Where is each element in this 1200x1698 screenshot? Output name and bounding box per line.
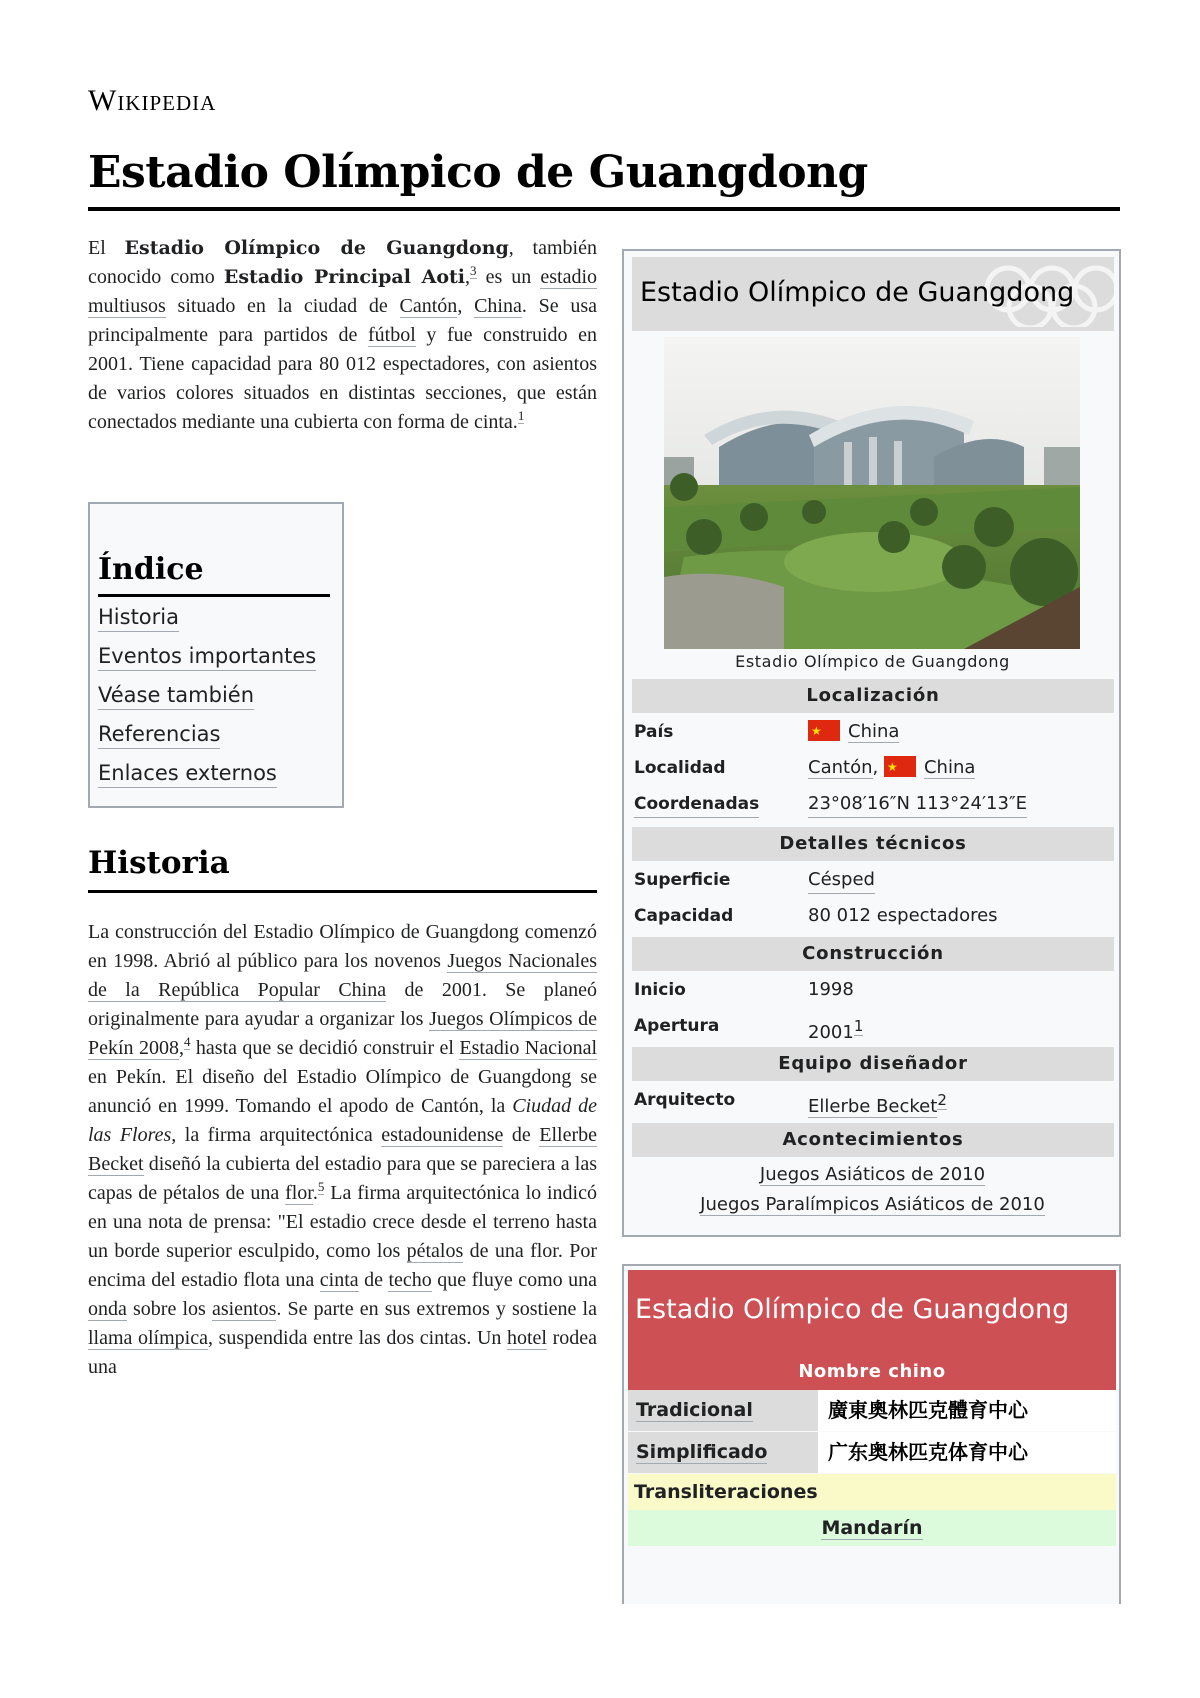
chinese-infobox-title: Estadio Olímpico de Guangdong	[635, 1294, 1070, 1325]
value-simplificado: 广东奥林匹克体育中心	[828, 1440, 1028, 1464]
label-apertura: Apertura	[634, 1016, 720, 1036]
reference-link[interactable]: 4	[183, 1034, 191, 1050]
section-localizacion: Localización	[632, 679, 1114, 713]
link-juegos-olimpicos-pekin[interactable]: Juegos Olímpicos de Pekín 2008	[88, 1008, 597, 1059]
wikipedia-wordmark[interactable]: Wikipedia	[88, 84, 217, 117]
historia-section	[88, 918, 597, 1382]
value-coordenadas[interactable]: 23°08′16″N 113°24′13″E	[808, 791, 1027, 818]
link-juegos-paralimpicos-2010[interactable]: Juegos Paralímpicos Asiáticos de 2010	[700, 1194, 1045, 1215]
chinese-name-infobox	[622, 1264, 1121, 1604]
historia-paragraph: La construcción del Estadio Olímpico de Guangdong comenzó en 1998. Abrió al público para los novenos Juegos Nacionales de la República Popular China de 2001. Se planeó originalmente para ayudar a organizar los Juegos Olímpicos de Pekín 2008,$^4$ hasta que se decidió construir el Estadio Nacional en Pekín. El diseño del Estadio Olímpico de Guangdong se anunció en 1999. Tomando el apodo de Cantón, la Ciudad de las Flores, la firma arquitectónica estadounidense de Ellerbe Becket diseñó la cubierta del estadio para que se pareciera a las capas de pétalos de una flor.$^5$ La firma arquitectónica lo indicó en una nota de prensa: "El estadio crece desde el terreno hasta un borde superior esculpido, como los pétalos de una flor. Por encima del estadio flota una cinta de techo que fluye como una onda sobre los asientos. Se parte en sus extremos y sostiene la llama olímpica, suspendida entre las dos cintas. Un hotel rodea una	[88, 921, 598, 1378]
value-superficie[interactable]: Césped	[808, 867, 875, 894]
link-pais-china[interactable]: China	[848, 721, 900, 742]
section-construccion: Construcción	[632, 937, 1114, 971]
value-tradicional: 廣東奧林匹克體育中心	[828, 1398, 1028, 1422]
toc-item-historia[interactable]: Historia	[98, 606, 316, 628]
title-divider	[88, 207, 1120, 211]
event-item	[624, 1164, 1121, 1185]
link-petalos[interactable]: pétalos	[406, 1240, 464, 1262]
section-divider	[88, 890, 597, 893]
link-techo[interactable]: techo	[388, 1269, 432, 1291]
label-superficie: Superficie	[634, 870, 731, 890]
chinese-infobox-header	[628, 1270, 1116, 1354]
section-acontecimientos: Acontecimientos	[632, 1123, 1114, 1157]
china-flag-icon	[884, 756, 916, 777]
toc-divider	[98, 594, 330, 597]
intro-paragraph: El Estadio Olímpico de Guangdong, también conocido como Estadio Principal Aoti,$^3$ es un estadio multiusos situado en la ciudad de Cantón, China. Se usa principalmente para partidos de fútbol y fue construido en 2001. Tiene capacidad para 80 012 espectadores, con asientos de varios colores situados en distintas secciones, que están conectados mediante una cubierta con forma de cinta.$^1$	[88, 237, 598, 433]
toc-item-vease[interactable]: Véase también	[98, 684, 316, 706]
stadium-photo[interactable]	[664, 337, 1080, 649]
event-item	[624, 1194, 1121, 1215]
label-localidad: Localidad	[634, 758, 726, 778]
link-llama-olimpica[interactable]: llama olímpica	[88, 1327, 208, 1349]
reference-link[interactable]: 1	[853, 1017, 864, 1035]
link-estadio-nacional[interactable]: Estadio Nacional	[459, 1037, 597, 1059]
link-onda[interactable]: onda	[88, 1298, 127, 1320]
link-juegos-nacionales[interactable]: Juegos Nacionales de la República Popular China	[88, 950, 597, 1001]
value-localidad: Cantón, ★ China	[808, 755, 975, 781]
link-china[interactable]: China	[474, 295, 522, 317]
link-asientos[interactable]: asientos	[211, 1298, 277, 1320]
link-juegos-asiaticos-2010[interactable]: Juegos Asiáticos de 2010	[759, 1164, 986, 1185]
link-cinta[interactable]: cinta	[319, 1269, 359, 1291]
toc-title: Índice	[98, 552, 204, 587]
section-equipo: Equipo diseñador	[632, 1047, 1114, 1081]
reference-link[interactable]: 2	[937, 1091, 947, 1109]
toc-list	[98, 606, 316, 801]
infobox-header	[632, 257, 1114, 331]
table-of-contents	[88, 502, 344, 808]
label-pais: País	[634, 722, 674, 742]
page-title: Estadio Olímpico de Guangdong	[88, 147, 868, 198]
link-estadounidense[interactable]: estadounidense	[381, 1124, 504, 1146]
value-inicio: 1998	[808, 979, 854, 1000]
value-pais	[808, 719, 899, 745]
link-futbol[interactable]: fútbol	[368, 324, 416, 346]
link-canton[interactable]: Cantón	[399, 295, 458, 317]
chinese-name-subheader: Nombre chino	[628, 1354, 1116, 1390]
label-inicio: Inicio	[634, 980, 686, 1000]
link-ellerbe-becket[interactable]: Ellerbe Becket	[88, 1124, 597, 1175]
toc-item-eventos[interactable]: Eventos importantes	[98, 645, 316, 667]
reference-link[interactable]: 3	[470, 263, 477, 279]
link-ellerbe-becket-infobox[interactable]: Ellerbe Becket	[808, 1096, 938, 1117]
reference-link[interactable]: 1	[517, 408, 525, 424]
link-flor[interactable]: flor	[285, 1182, 313, 1204]
label-capacidad: Capacidad	[634, 906, 734, 926]
infobox	[622, 249, 1121, 1237]
value-capacidad: 80 012 espectadores	[808, 905, 998, 926]
link-localidad-china[interactable]: China	[923, 757, 976, 778]
mandarin-header[interactable]: Mandarín	[628, 1510, 1116, 1546]
photo-caption: Estadio Olímpico de Guangdong	[735, 652, 1010, 671]
intro-section	[88, 234, 597, 437]
link-hotel[interactable]: hotel	[507, 1327, 547, 1349]
section-detalles: Detalles técnicos	[632, 827, 1114, 861]
section-heading-historia: Historia	[88, 845, 230, 881]
toc-item-referencias[interactable]: Referencias	[98, 723, 316, 745]
label-tradicional[interactable]: Tradicional	[628, 1390, 818, 1431]
china-flag-icon	[808, 720, 840, 741]
label-simplificado[interactable]: Simplificado	[628, 1432, 818, 1473]
stadium-image	[664, 337, 1080, 649]
value-arquitecto	[808, 1087, 947, 1120]
reference-link[interactable]: 5	[317, 1179, 325, 1195]
row-tradicional	[628, 1390, 1116, 1431]
link-canton-infobox[interactable]: Cantón	[808, 757, 873, 778]
row-simplificado	[628, 1432, 1116, 1473]
toc-item-enlaces[interactable]: Enlaces externos	[98, 762, 316, 784]
value-apertura: 2001$^1$	[808, 1017, 864, 1043]
infobox-title: Estadio Olímpico de Guangdong	[640, 277, 1075, 308]
transliteraciones-header: Transliteraciones	[628, 1474, 1116, 1510]
link-estadio-multiusos[interactable]: estadio multiusos	[88, 266, 598, 317]
label-arquitecto: Arquitecto	[634, 1090, 736, 1110]
label-coordenadas[interactable]: Coordenadas	[634, 791, 759, 818]
